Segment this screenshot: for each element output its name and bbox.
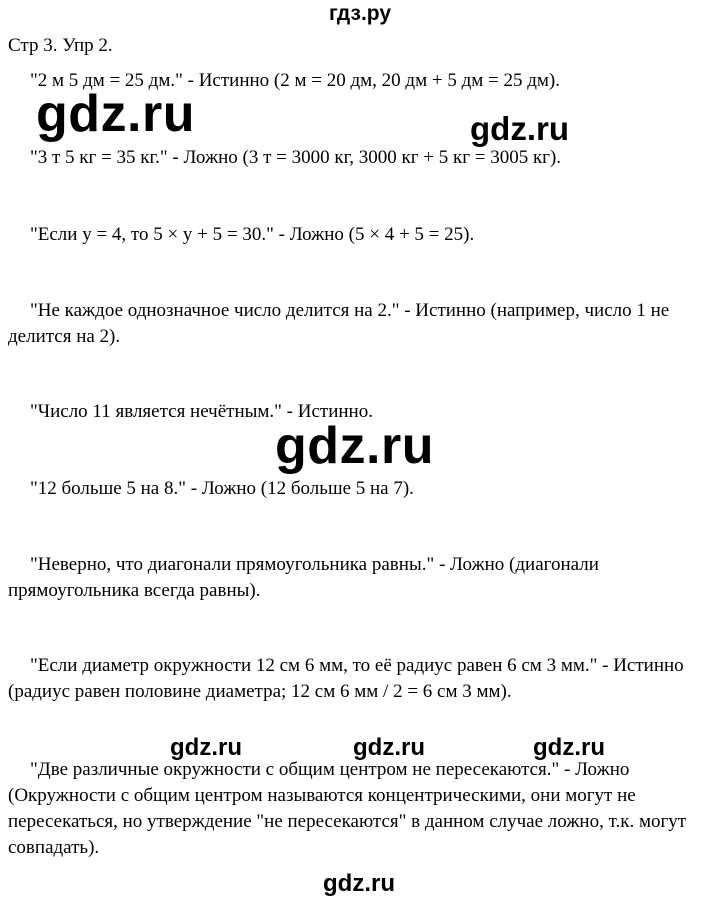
statement-1: "2 м 5 дм = 25 дм." - Истинно (2 м = 20 дм, 20 дм + 5 дм = 25 дм). [30, 70, 561, 91]
statement-4: "Не каждое однозначное число делится на 2." - Истинно (например, число 1 не делится на 2). [8, 300, 670, 347]
watermark-gdz: gdz.ru [170, 734, 242, 761]
watermark-gdz: gdz.ru [36, 85, 195, 143]
site-header-title: гдз.ру [328, 2, 392, 25]
statement-5: "Число 11 является нечётным." - Истинно. [30, 401, 373, 422]
watermark-gdz: gdz.ru [470, 110, 569, 147]
watermark-gdz: gdz.ru [275, 417, 434, 475]
statement-3: "Если у = 4, то 5 × у + 5 = 30." - Ложно (5 × 4 + 5 = 25). [30, 224, 475, 245]
statement-9: "Две различные окружности с общим центром не пересекаются." - Ложно (Окружности с общим центром называются концентрическими, они могут не пересекаться, но утверждение "не пересекаются" в данном случае ложно, т.к. могут совпадать). [8, 759, 687, 858]
statement-7: "Неверно, что диагонали прямоугольника равны." - Ложно (диагонали прямоугольника всегда равны). [8, 554, 599, 601]
statement-6: "12 больше 5 на 8." - Ложно (12 больше 5 на 7). [30, 478, 414, 499]
exercise-title: Стр 3. Упр 2. [8, 35, 113, 56]
statement-8: "Если диаметр окружности 12 см 6 мм, то её радиус равен 6 см 3 мм." - Истинно (радиус равен половине диаметра; 12 см 6 мм / 2 = 6 см 3 мм). [8, 655, 684, 702]
watermark-gdz: gdz.ru [323, 870, 395, 897]
watermark-gdz: gdz.ru [533, 734, 605, 761]
statement-2: "3 т 5 кг = 35 кг." - Ложно (3 т = 3000 кг, 3000 кг + 5 кг = 3005 кг). [30, 147, 562, 168]
watermark-gdz: gdz.ru [353, 734, 425, 761]
